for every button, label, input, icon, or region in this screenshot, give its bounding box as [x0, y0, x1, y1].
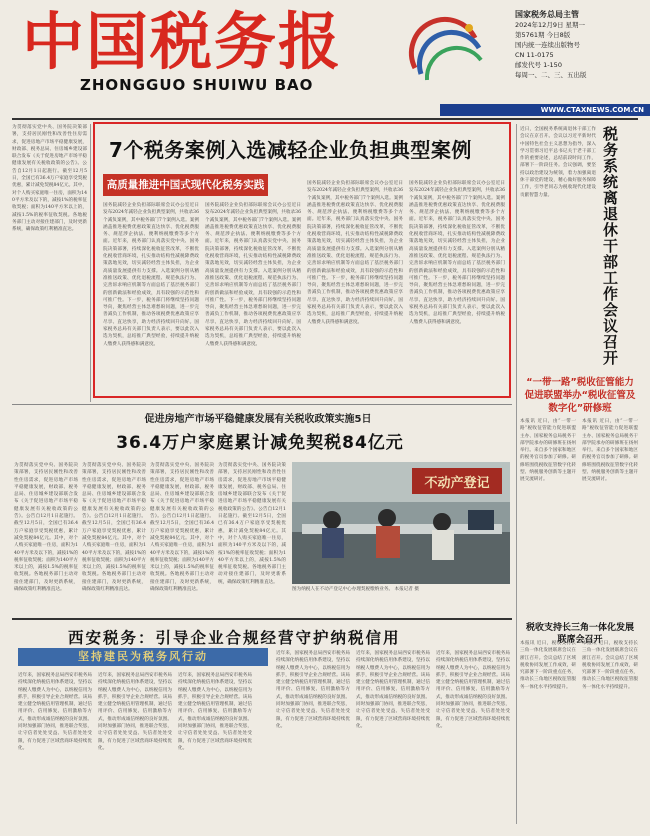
story3-title: 西安税务：引导企业合规经营守护纳税信用 — [68, 629, 401, 647]
issue-org: 国家税务总局主管 — [515, 10, 579, 19]
issue-postal: 邮发代号 1-150 — [515, 61, 562, 69]
lead-story-body-col3: 国务院减轻企业负担部际联席会议办公室近日发布2024年减轻企业负担典型案例，共收录36个减负案例，其中税务部门7个案例入选。案例涵盖推进税费优惠政策直达快享、优化税费服务、规范涉企执法、便利纳税缴费等多个方面。近年来，税务部门认真落实党中央、国务院决策部署，持续深化税收征管改革，不断优化税收营商环境，扎实推动结构性减税降费政策落地见效，切实减轻经营主体负担，为企业高质量发展提供有力支撑。入选案例分别从精准推送政策、优化退税流程、规范执法行为、完善诉求响应机制等方面总结了基层税务部门的创新做法和经验成效，具有较强的示范性和可推广性。下一步，税务部门将继续坚持问题导向，聚焦经营主体急难愁盼问题，进一步完善减负工作机制，推动各项税费优惠政策应享尽享、直达快享，助力经济持续回升向好。国家税务总局有关部门负责人表示，要以此次入选为契机，总结推广典型经验，持续提升纳税人缴费人获得感和满意度。 — [307, 181, 403, 325]
right-story2-title: “一带一路”税收征管能力促进联盟举办“税收征管及数字化”研修班 — [524, 377, 636, 414]
website-link[interactable]: WWW.CTAXNEWS.COM.CN — [440, 104, 650, 116]
story3-body-col3: 近年来，国家税务总局西安市税务局持续深化纳税信用体系建设，坚持以纳税人缴费人为中心，以纳税信用为抓手，积极引导企业合规经营。该局建立健全纳税信用管理机制，通过信用评价、信用修复、信用激励等方式，推动形成诚信纳税的良好氛围。同时加强部门协同，推进联合奖惩，让守信者处处受益、失信者处处受限，有力促进了区域营商环境持续优化。 — [178, 673, 252, 751]
story3-body-col6: 近年来，国家税务总局西安市税务局持续深化纳税信用体系建设，坚持以纳税人缴费人为中心，以纳税信用为抓手，积极引导企业合规经营。该局建立健全纳税信用管理机制，通过信用评价、信用修复、信用激励等方式，推动形成诚信纳税的良好氛围。同时加强部门协同，推进联合奖惩，让守信者处处受益、失信者处处受限，有力促进了区域营商环境持续优化。 — [436, 651, 510, 729]
issue-number: 第5761期 今日8版 — [515, 31, 571, 39]
right-story2-body-col2: 本报讯 近日，由“一带一路”税收征管能力促进联盟主办、国家税务总局税务干部学院承办的研修班在扬州举行。来自多个国家和地区的税务官员参加了研修。研修班围绕税收征管数字化转型、纳税服务创新等主题开展交流研讨。 — [582, 419, 638, 483]
lead-story-body-col1: 国务院减轻企业负担部际联席会议办公室近日发布2024年减轻企业负担典型案例，共收录36个减负案例，其中税务部门7个案例入选。案例涵盖推进税费优惠政策直达快享、优化税费服务、规范涉企执法、便利纳税缴费等多个方面。近年来，税务部门认真落实党中央、国务院决策部署，持续深化税收征管改革，不断优化税收营商环境，扎实推动结构性减税降费政策落地见效，切实减轻经营主体负担，为企业高质量发展提供有力支撑。入选案例分别从精准推送政策、优化退税流程、规范执法行为、完善诉求响应机制等方面总结了基层税务部门的创新做法和经验成效，具有较强的示范性和可推广性。下一步，税务部门将继续坚持问题导向，聚焦经营主体急难愁盼问题，进一步完善减负工作机制，推动各项税费优惠政策应享尽享、直达快享，助力经济持续回升向好。国家税务总局有关部门负责人表示，要以此次入选为契机，总结推广典型经验，持续提升纳税人缴费人获得感和满意度。 — [103, 203, 199, 347]
newspaper-logo-icon — [405, 8, 485, 88]
lead-story-subtitle: 高质量推进中国式现代化税务实践 — [103, 174, 268, 196]
story3-body-col2: 近年来，国家税务总局西安市税务局持续深化纳税信用体系建设，坚持以纳税人缴费人为中心，以纳税信用为抓手，积极引导企业合规经营。该局建立健全纳税信用管理机制，通过信用评价、信用修复、信用激励等方式，推动形成诚信纳税的良好氛围。同时加强部门协同，推进联合奖惩，让守信者处处受益、失信者处处受限，有力促进了区域营商环境持续优化。 — [98, 673, 172, 751]
masthead-divider — [12, 118, 638, 120]
story2-body-col1: 为贯彻落实党中央、国务院决策部署，支持居民刚性和改善性住房需求，促进房地产市场平稳健康发展，财政部、税务总局、住房城乡建设部联合发布《关于促进房地产市场平稳健康发展有关税收政策的公告》。公告自12月1日起施行。截至12月5日，全国已有36.4万户家庭享受契税优惠，累计减免契税84亿元。其中，对个人购买家庭唯一住房，面积为140平方米及以下的，减按1%的税率征收契税；面积为140平方米以上的，减按1.5%的税率征收契税。各地税务部门主动对接住建部门，及时更新系统，确保政策红利精准直达。 — [14, 463, 78, 593]
issue-frequency: 每周一、二、三、五出版 — [515, 71, 587, 79]
photo-sign-text: 不动产登记 — [424, 476, 490, 491]
story3-banner: 坚持建民为税务风行动 — [18, 648, 268, 666]
masthead-pinyin: ZHONGGUO SHUIWU BAO — [80, 76, 314, 94]
story2-body-col3: 为贯彻落实党中央、国务院决策部署，支持居民刚性和改善性住房需求，促进房地产市场平稳健康发展，财政部、税务总局、住房城乡建设部联合发布《关于促进房地产市场平稳健康发展有关税收政策的公告》。公告自12月1日起施行。截至12月5日，全国已有36.4万户家庭享受契税优惠，累计减免契税84亿元。其中，对个人购买家庭唯一住房，面积为140平方米及以下的，减按1%的税率征收契税；面积为140平方米以上的，减按1.5%的税率征收契税。各地税务部门主动对接住建部门，及时更新系统，确保政策红利精准直达。 — [150, 463, 214, 593]
issue-cn-number: 国内统一连续出版物号 — [515, 41, 580, 49]
section-divider — [12, 404, 512, 405]
right-story3-title: 税收支持长三角一体化发展联席会召开 — [525, 623, 634, 645]
right-column-divider — [516, 124, 517, 824]
masthead — [18, 6, 418, 106]
right-story3-body-col1: 本报讯 近日，税收支持长三角一体化发展联席会议在浙江召开。会议总结了区域税收协同发展工作成效，研究部署下一阶段重点任务，推动长三角地区税收征管服务一体化水平持续提升。 — [520, 641, 576, 690]
story3-body-col1: 近年来，国家税务总局西安市税务局持续深化纳税信用体系建设，坚持以纳税人缴费人为中心，以纳税信用为抓手，积极引导企业合规经营。该局建立健全纳税信用管理机制，通过信用评价、信用修复、信用激励等方式，推动形成诚信纳税的良好氛围。同时加强部门协同，推进联合奖惩，让守信者处处受益、失信者处处受限，有力促进了区域营商环境持续优化。 — [18, 673, 92, 751]
column-divider — [90, 124, 91, 402]
story2-title: 36.4万户家庭累计减免契税84亿元 — [116, 433, 404, 453]
lead-story — [93, 122, 511, 398]
story2-kicker: 促进房地产市场平稳健康发展有关税收政策实施5日 — [144, 414, 372, 425]
left-column-text: 为贯彻落实党中央、国务院决策部署，支持居民刚性和改善性住房需求，促进房地产市场平稳健康发展，财政部、税务总局、住房城乡建设部联合发布《关于促进房地产市场平稳健康发展有关税收政策的公告》。公告自12月1日起施行。截至12月5日，全国已有36.4万户家庭享受契税优惠，累计减免契税84亿元。其中，对个人购买家庭唯一住房，面积为140平方米及以下的，减按1%的税率征收契税；面积为140平方米以上的，减按1.5%的税率征收契税。各地税务部门主动对接住建部门，及时更新系统，确保政策红利精准直达。 — [12, 125, 87, 233]
section-divider-2 — [12, 618, 512, 620]
issue-date: 2024年12月9日 星期一 — [515, 21, 586, 29]
issue-info — [515, 10, 635, 80]
side-story-body: 近日，全国税务系统离退休干部工作会议在京召开。会议以习近平新时代中国特色社会主义思想为指导，深入学习贯彻习近平总书记关于老干部工作的重要论述，总结前段时间工作，部署下一阶段任务。会议强调，要坚持以政治建设为统领，着力加强离退休干部党的建设，精心做好服务保障工作，引导老同志为税收现代化建设贡献智慧力量。 — [520, 127, 596, 198]
side-story-title: 税务系统离退休干部工作会议召开 — [601, 126, 619, 366]
right-story3-body-col2: 本报讯 近日，税收支持长三角一体化发展联席会议在浙江召开。会议总结了区域税收协同发展工作成效，研究部署下一阶段重点任务，推动长三角地区税收征管服务一体化水平持续提升。 — [582, 641, 638, 690]
lead-story-body-col2: 国务院减轻企业负担部际联席会议办公室近日发布2024年减轻企业负担典型案例，共收录36个减负案例，其中税务部门7个案例入选。案例涵盖推进税费优惠政策直达快享、优化税费服务、规范涉企执法、便利纳税缴费等多个方面。近年来，税务部门认真落实党中央、国务院决策部署，持续深化税收征管改革，不断优化税收营商环境，扎实推动结构性减税降费政策落地见效，切实减轻经营主体负担，为企业高质量发展提供有力支撑。入选案例分别从精准推送政策、优化退税流程、规范执法行为、完善诉求响应机制等方面总结了基层税务部门的创新做法和经验成效，具有较强的示范性和可推广性。下一步，税务部门将继续坚持问题导向，聚焦经营主体急难愁盼问题，进一步完善减负工作机制，推动各项税费优惠政策应享尽享、直达快享，助力经济持续回升向好。国家税务总局有关部门负责人表示，要以此次入选为契机，总结推广典型经验，持续提升纳税人缴费人获得感和满意度。 — [205, 203, 301, 347]
story2-photo — [292, 462, 510, 584]
right-story2-body-col1: 本报讯 近日，由“一带一路”税收征管能力促进联盟主办、国家税务总局税务干部学院承办的研修班在扬州举行。来自多个国家和地区的税务官员参加了研修。研修班围绕税收征管数字化转型、纳税服务创新等主题开展交流研讨。 — [520, 419, 576, 483]
story2-body-col2: 为贯彻落实党中央、国务院决策部署，支持居民刚性和改善性住房需求，促进房地产市场平稳健康发展，财政部、税务总局、住房城乡建设部联合发布《关于促进房地产市场平稳健康发展有关税收政策的公告》。公告自12月1日起施行。截至12月5日，全国已有36.4万户家庭享受契税优惠，累计减免契税84亿元。其中，对个人购买家庭唯一住房，面积为140平方米及以下的，减按1%的税率征收契税；面积为140平方米以上的，减按1.5%的税率征收契税。各地税务部门主动对接住建部门，及时更新系统，确保政策红利精准直达。 — [82, 463, 146, 593]
lead-story-body-col4: 国务院减轻企业负担部际联席会议办公室近日发布2024年减轻企业负担典型案例，共收录36个减负案例，其中税务部门7个案例入选。案例涵盖推进税费优惠政策直达快享、优化税费服务、规范涉企执法、便利纳税缴费等多个方面。近年来，税务部门认真落实党中央、国务院决策部署，持续深化税收征管改革，不断优化税收营商环境，扎实推动结构性减税降费政策落地见效，切实减轻经营主体负担，为企业高质量发展提供有力支撑。入选案例分别从精准推送政策、优化退税流程、规范执法行为、完善诉求响应机制等方面总结了基层税务部门的创新做法和经验成效，具有较强的示范性和可推广性。下一步，税务部门将继续坚持问题导向，聚焦经营主体急难愁盼问题，进一步完善减负工作机制，推动各项税费优惠政策应享尽享、直达快享，助力经济持续回升向好。国家税务总局有关部门负责人表示，要以此次入选为契机，总结推广典型经验，持续提升纳税人缴费人获得感和满意度。 — [409, 181, 505, 325]
story2-body-col4: 为贯彻落实党中央、国务院决策部署，支持居民刚性和改善性住房需求，促进房地产市场平稳健康发展，财政部、税务总局、住房城乡建设部联合发布《关于促进房地产市场平稳健康发展有关税收政策的公告》。公告自12月1日起施行。截至12月5日，全国已有36.4万户家庭享受契税优惠，累计减免契税84亿元。其中，对个人购买家庭唯一住房，面积为140平方米及以下的，减按1%的税率征收契税；面积为140平方米以上的，减按1.5%的税率征收契税。各地税务部门主动对接住建部门，及时更新系统，确保政策红利精准直达。 — [218, 463, 286, 585]
masthead-title: 中国税务报 — [22, 5, 343, 78]
office-scene-image — [292, 462, 510, 584]
story3-body-col5: 近年来，国家税务总局西安市税务局持续深化纳税信用体系建设，坚持以纳税人缴费人为中心，以纳税信用为抓手，积极引导企业合规经营。该局建立健全纳税信用管理机制，通过信用评价、信用修复、信用激励等方式，推动形成诚信纳税的良好氛围。同时加强部门协同，推进联合奖惩，让守信者处处受益、失信者处处受限，有力促进了区域营商环境持续优化。 — [356, 651, 430, 729]
issue-cn-code: CN 11-0175 — [515, 51, 554, 59]
photo-caption: 图为纳税人在不动产登记中心办理契税缴纳业务。 本报记者 摄 — [292, 587, 419, 592]
story3-body-col4: 近年来，国家税务总局西安市税务局持续深化纳税信用体系建设，坚持以纳税人缴费人为中心，以纳税信用为抓手，积极引导企业合规经营。该局建立健全纳税信用管理机制，通过信用评价、信用修复、信用激励等方式，推动形成诚信纳税的良好氛围。同时加强部门协同，推进联合奖惩，让守信者处处受益、失信者处处受限，有力促进了区域营商环境持续优化。 — [276, 651, 350, 729]
lead-story-title: 7个税务案例入选减轻企业负担典型案例 — [109, 138, 472, 162]
